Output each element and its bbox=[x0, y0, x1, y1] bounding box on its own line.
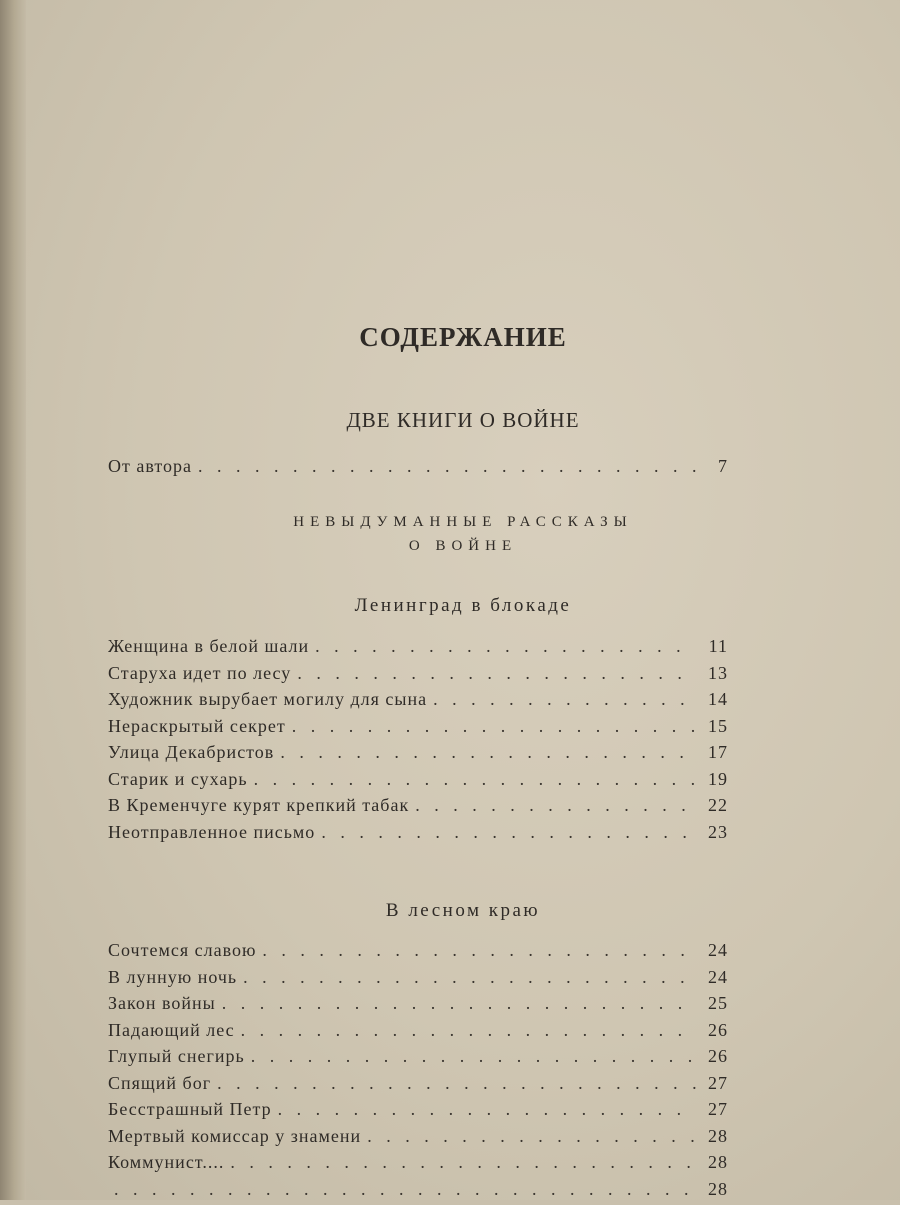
toc-entry bbox=[108, 822, 728, 849]
toc-leader-dots bbox=[243, 967, 696, 988]
book-page bbox=[26, 0, 900, 1200]
toc-entry-title: Улица Декабристов bbox=[108, 742, 274, 763]
section-heading: Ленинград в блокаде bbox=[26, 595, 900, 617]
page-title: СОДЕРЖАНИЕ bbox=[26, 322, 900, 353]
part-title-line: НЕВЫДУМАННЫЕ РАССКАЗЫ bbox=[26, 510, 900, 534]
book-title: ДВЕ КНИГИ О ВОЙНЕ bbox=[26, 408, 900, 433]
toc-leader-dots bbox=[280, 742, 696, 763]
toc-entry-page: 7 bbox=[702, 456, 728, 477]
toc-entry-page: 19 bbox=[702, 769, 728, 790]
toc-entry-title: Спящий бог bbox=[108, 1073, 211, 1094]
toc-entry-page: 26 bbox=[702, 1046, 728, 1067]
toc-leader-dots bbox=[114, 1179, 696, 1200]
toc-leader-dots bbox=[254, 769, 696, 790]
toc-leader-dots bbox=[222, 993, 696, 1014]
toc-leader-dots bbox=[278, 1099, 696, 1120]
toc-leader-dots bbox=[297, 663, 696, 684]
toc-entry-page: 14 bbox=[702, 689, 728, 710]
toc-leader-dots bbox=[315, 636, 696, 657]
toc-entry-title: В Кременчуге курят крепкий табак bbox=[108, 795, 409, 816]
part-title-line: О ВОЙНЕ bbox=[26, 534, 900, 558]
toc-entry-page: 24 bbox=[702, 940, 728, 961]
toc-entry bbox=[108, 1179, 728, 1205]
toc-entry bbox=[108, 1073, 728, 1100]
toc-entry bbox=[108, 1126, 728, 1153]
toc-entry-page: 25 bbox=[702, 993, 728, 1014]
toc-entry-page: 28 bbox=[702, 1152, 728, 1173]
toc-entry-title: От автора bbox=[108, 456, 192, 477]
toc-entry-page: 13 bbox=[702, 663, 728, 684]
toc-entry-title: Закон войны bbox=[108, 993, 216, 1014]
toc-entry-page: 11 bbox=[702, 636, 728, 657]
toc-entry-title: Глупый снегирь bbox=[108, 1046, 245, 1067]
toc-entry-title: Художник вырубает могилу для сына bbox=[108, 689, 427, 710]
toc-leader-dots bbox=[415, 795, 696, 816]
toc-entry bbox=[108, 1046, 728, 1073]
toc-entry bbox=[108, 689, 728, 716]
toc-entry-title: Нераскрытый секрет bbox=[108, 716, 286, 737]
toc-entry-page: 24 bbox=[702, 967, 728, 988]
toc-leader-dots bbox=[251, 1046, 696, 1067]
toc-entry-title: Мертвый комиссар у знамени bbox=[108, 1126, 361, 1147]
toc-entry bbox=[108, 940, 728, 967]
toc-entry bbox=[108, 742, 728, 769]
toc-entry bbox=[108, 795, 728, 822]
toc-entry-title: Падающий лес bbox=[108, 1020, 235, 1041]
toc-entry-page: 23 bbox=[702, 822, 728, 843]
toc-leader-dots bbox=[241, 1020, 696, 1041]
toc-entry bbox=[108, 1099, 728, 1126]
toc-leader-dots bbox=[292, 716, 696, 737]
toc-leader-dots bbox=[367, 1126, 696, 1147]
toc-entry bbox=[108, 1020, 728, 1047]
toc-entry bbox=[108, 769, 728, 796]
toc-entry bbox=[108, 716, 728, 743]
toc-leader-dots bbox=[198, 456, 696, 477]
toc-leader-dots bbox=[321, 822, 696, 843]
toc-entry-title: В лунную ночь bbox=[108, 967, 237, 988]
toc-entry-page: 22 bbox=[702, 795, 728, 816]
toc-leader-dots bbox=[433, 689, 696, 710]
toc-entry-page: 27 bbox=[702, 1099, 728, 1120]
preface-list bbox=[108, 456, 728, 483]
toc-list bbox=[108, 940, 728, 1205]
toc-entry-title: Коммунист.... bbox=[108, 1152, 224, 1173]
toc-entry bbox=[108, 636, 728, 663]
toc-entry-title: Женщина в белой шали bbox=[108, 636, 309, 657]
book-spine bbox=[0, 0, 26, 1200]
part-title bbox=[26, 510, 900, 558]
toc-entry bbox=[108, 456, 728, 483]
toc-entry-page: 28 bbox=[702, 1179, 728, 1200]
toc-entry-page: 28 bbox=[702, 1126, 728, 1147]
toc-entry bbox=[108, 967, 728, 994]
toc-leader-dots bbox=[230, 1152, 696, 1173]
toc-entry-title: Сочтемся славою bbox=[108, 940, 256, 961]
toc-entry-page: 17 bbox=[702, 742, 728, 763]
toc-leader-dots bbox=[217, 1073, 696, 1094]
toc-entry bbox=[108, 1152, 728, 1179]
section-heading: В лесном краю bbox=[26, 900, 900, 922]
toc-entry-title: Старик и сухарь bbox=[108, 769, 248, 790]
toc-entry-page: 26 bbox=[702, 1020, 728, 1041]
toc-entry-title: Бесстрашный Петр bbox=[108, 1099, 272, 1120]
toc-entry-page: 27 bbox=[702, 1073, 728, 1094]
toc-entry-title: Старуха идет по лесу bbox=[108, 663, 291, 684]
toc-entry bbox=[108, 663, 728, 690]
toc-entry bbox=[108, 993, 728, 1020]
toc-leader-dots bbox=[262, 940, 696, 961]
toc-list bbox=[108, 636, 728, 848]
toc-entry-title: Неотправленное письмо bbox=[108, 822, 315, 843]
toc-entry-page: 15 bbox=[702, 716, 728, 737]
